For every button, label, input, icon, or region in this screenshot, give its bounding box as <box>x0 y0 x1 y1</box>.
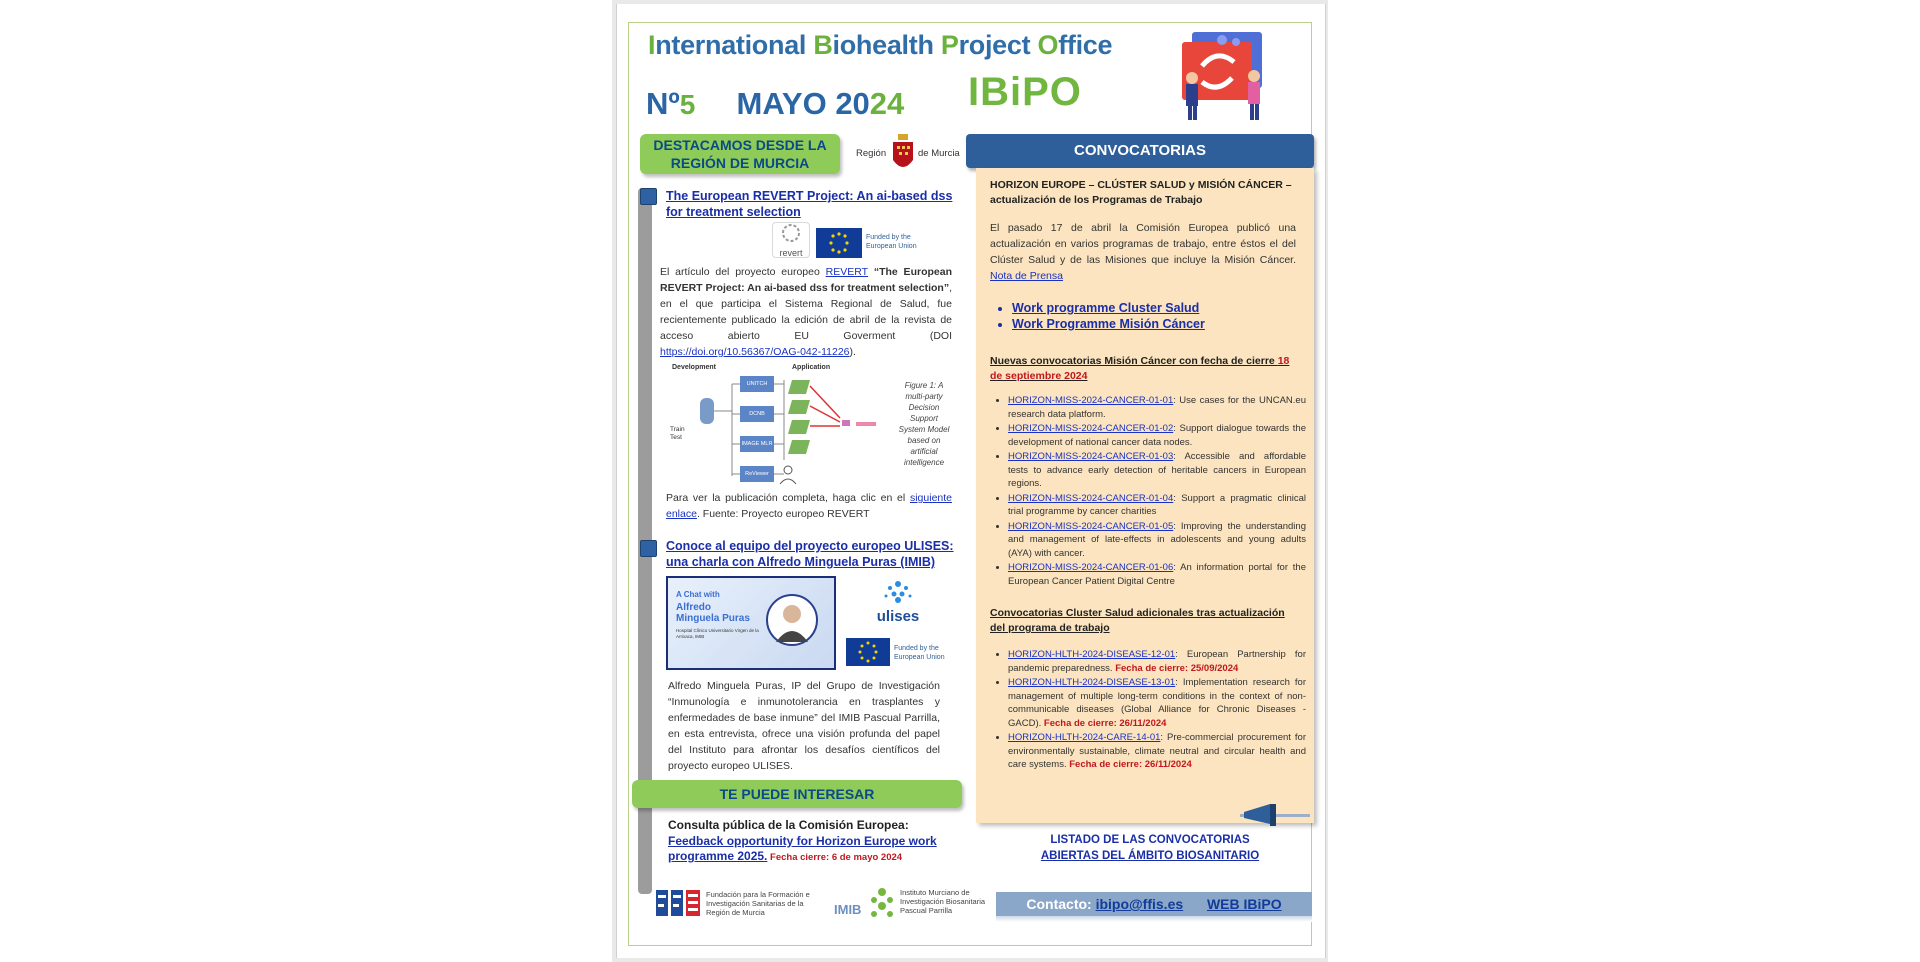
programmes-list <box>990 300 1312 332</box>
eu-flag-icon <box>846 638 890 666</box>
issue-number-label: Nº <box>646 86 680 121</box>
exchange-illustration <box>1172 28 1272 124</box>
programme-item <box>1012 316 1312 332</box>
call-item <box>1008 492 1306 519</box>
call-item <box>1008 450 1306 491</box>
article-revert-body <box>660 264 952 360</box>
speaker-portrait <box>766 594 818 646</box>
figure-caption: Figure 1: A multi-party Decision Support System Model based on artificial intelligence <box>898 381 950 467</box>
cancer-calls-heading <box>990 354 1300 384</box>
press-release-link[interactable]: Nota de Prensa <box>990 270 1063 282</box>
video-caption-name: Alfredo Minguela Puras <box>676 602 750 624</box>
call-code-link[interactable]: HORIZON-MISS-2024-CANCER-01-05 <box>1008 520 1174 532</box>
pin-decoration-icon <box>1240 800 1310 830</box>
revert-body-end: ). <box>849 346 856 358</box>
revert-body-intro: El artículo del proyecto europeo <box>660 266 826 278</box>
issue-line <box>646 86 904 122</box>
ulises-dots-icon <box>868 578 928 604</box>
issue-month: MAYO 20 <box>736 86 870 121</box>
doi-link[interactable]: https://doi.org/10.56367/OAG-042-11226 <box>660 346 850 358</box>
title-part: B <box>813 30 833 60</box>
title-part: P <box>940 30 959 60</box>
call-description: : Pre-commercial procurement for environmentally sustainable, climate neutral and circular health and care systems. <box>1008 732 1306 770</box>
interest-body <box>668 834 958 865</box>
interest-heading: Consulta pública de la Comisión Europea: <box>668 818 909 832</box>
ulises-logo-text: ulises <box>876 608 920 625</box>
figure-box-1: UNITCH <box>740 376 774 392</box>
article-bullet-icon <box>640 188 657 205</box>
health-calls-list <box>994 648 1306 773</box>
revert-body-rest: , en el que participa el Sistema Regional de Salud, fue recientemente publicado la edición de abril de la revista de acceso abierto EU Goverment (DOI <box>660 282 952 342</box>
title-part: nternational <box>655 30 814 60</box>
figure-application-label: Application <box>792 364 831 371</box>
region-logo-right-text: de Murcia <box>918 148 960 159</box>
revert-link[interactable]: REVERT <box>825 266 869 278</box>
open-calls-line1: LISTADO DE LAS CONVOCATORIAS <box>1050 834 1250 846</box>
revert-logo <box>772 222 810 258</box>
imib-logo-letters: IMIB <box>834 902 862 917</box>
call-code-link[interactable]: HORIZON-MISS-2024-CANCER-01-03 <box>1008 451 1174 462</box>
cancer-calls-heading-text: Nuevas convocatorias Misión Cáncer con fecha de cierre <box>990 355 1278 367</box>
programme-mision-cancer-link[interactable]: Work Programme Misión Cáncer <box>1012 317 1205 331</box>
call-description: : European Partnership for pandemic preparedness. <box>1008 649 1306 674</box>
call-item <box>1008 394 1306 421</box>
revert-more-end: . Fuente: Proyecto europeo REVERT <box>696 508 870 520</box>
open-calls-list-link[interactable] <box>1010 832 1290 864</box>
article-ulises-body: Alfredo Minguela Puras, IP del Grupo de Investigación “Inmunología e inmunotolerancia en trasplantes y enfermedades de base inmune” del IMIB Pascual Parrilla, en esta entrevista, ofrece una visión profunda del papel del Instituto para afrontar los desafíos científicos del proyecto europeo ULISES. <box>668 680 940 772</box>
figure-diagram-lines <box>664 362 894 488</box>
revert-more-intro: Para ver la publicación completa, haga clic en el <box>666 492 910 504</box>
call-code-link[interactable]: HORIZON-MISS-2024-CANCER-01-04 <box>1008 492 1174 504</box>
eu-funded-text: Funded by the European Union <box>866 234 917 250</box>
region-logo-left-text: Región <box>856 148 887 159</box>
call-description: : Support a pragmatic clinical trial programme by cancer charities <box>1008 492 1306 517</box>
feedback-opportunity-link[interactable]: Feedback opportunity for Horizon Europe work programme 2025. <box>668 834 937 863</box>
call-deadline: Fecha de cierre: 26/11/2024 <box>1043 717 1167 729</box>
call-code-link[interactable]: HORIZON-HLTH-2024-DISEASE-12-01 <box>1008 649 1176 660</box>
call-code-link[interactable]: HORIZON-MISS-2024-CANCER-01-01 <box>1008 395 1174 406</box>
programme-item <box>1012 300 1312 316</box>
call-item <box>1008 520 1306 561</box>
issue-number: 5 <box>679 89 696 120</box>
eu-flag-icon <box>816 228 862 258</box>
call-item <box>1008 648 1306 675</box>
call-code-link[interactable]: HORIZON-MISS-2024-CANCER-01-02 <box>1008 423 1174 434</box>
highlights-section-tag: DESTACAMOS DESDE LA REGIÓN DE MURCIA <box>640 134 840 174</box>
video-caption-affiliation: Hospital Clínico Universitario Virgen de la Arrixaca, IMIB <box>676 628 759 639</box>
video-caption-line1: A Chat with <box>676 590 720 599</box>
figure-development-label: Development <box>672 364 716 371</box>
contact-email-link[interactable]: ibipo@ffis.es <box>1095 896 1184 912</box>
ffis-mark-icon <box>656 890 702 916</box>
figure-train-test-label: Train Test <box>670 426 685 441</box>
calls-intro-text: El pasado 17 de abril la Comisión Europea publicó una actualización en varios programas de trabajo, entre éstos el del Clúster Salud y de las Misiones que incluye la Misión Cáncer. <box>990 222 1296 266</box>
revert-logo-text: revert <box>779 248 803 258</box>
title-part: ffice <box>1058 30 1113 60</box>
ffis-logo-text: Fundación para la Formación e Investigación Sanitarias de la Región de Murcia <box>706 890 810 917</box>
programme-cluster-salud-link[interactable]: Work programme Cluster Salud <box>1012 301 1200 315</box>
revert-figure <box>664 362 894 488</box>
call-description: : An information portal for the European Cancer Patient Digital Centre <box>1008 562 1306 587</box>
title-part: I <box>648 30 656 60</box>
cancer-calls-list <box>994 394 1306 589</box>
contact-label: Contacto: <box>1026 896 1096 912</box>
calls-section-tag: CONVOCATORIAS <box>966 134 1314 168</box>
contact-bar-shadow <box>996 916 1312 922</box>
article-ulises-title-link[interactable]: Conoce al equipo del proyecto europeo ULISES: una charla con Alfredo Minguela Puras (IMIB) <box>666 539 954 569</box>
region-murcia-logo <box>852 134 960 174</box>
call-deadline: Fecha de cierre: 25/09/2024 <box>1115 662 1239 674</box>
call-description: : Improving the understanding and management of late-effects in adolescents and young adults (AYA) with cancer. <box>1008 520 1306 559</box>
eu-funded-text: Funded by the European Union <box>894 645 945 661</box>
ibipo-logo: IBiPO <box>968 70 1082 114</box>
imib-logo <box>832 886 996 920</box>
imib-logo-text: Instituto Murciano de Investigación Biosanitaria Pascual Parrilla <box>900 888 986 915</box>
ulises-logo <box>868 578 928 625</box>
cancer-calls-date: 18 de septiembre 2024 <box>990 355 1290 382</box>
call-code-link[interactable]: HORIZON-HLTH-2024-DISEASE-13-01 <box>1008 677 1176 688</box>
revert-publication-link[interactable]: siguiente enlace <box>666 492 952 520</box>
interest-deadline: Fecha cierre: 6 de mayo 2024 <box>767 852 903 863</box>
article-revert-more <box>666 490 952 522</box>
article-bullet-icon <box>640 540 657 557</box>
title-part: O <box>1037 30 1059 60</box>
call-item <box>1008 561 1306 588</box>
contact-bar <box>996 892 1312 916</box>
call-code-link[interactable]: HORIZON-MISS-2024-CANCER-01-06 <box>1008 562 1174 573</box>
ibipo-web-link[interactable]: WEB IBiPO <box>1206 896 1282 912</box>
article-revert-title-link[interactable]: The European REVERT Project: An ai-based dss for treatment selection <box>666 189 953 219</box>
figure-box-4: ReViewer <box>740 466 774 482</box>
call-description: : Use cases for the UNCAN.eu research data platform. <box>1008 395 1306 420</box>
figure-box-2: DCNB <box>740 406 774 422</box>
call-description: : Accessible and affordable tests to advance early detection of heritable cancers in European regions. <box>1008 451 1306 489</box>
call-description: : Support dialogue towards the development of national cancer data nodes. <box>1008 423 1306 448</box>
issue-year-end: 24 <box>869 86 905 121</box>
figure-box-3: IMAGE MLR <box>740 436 774 452</box>
imib-molecule-icon <box>868 886 896 920</box>
revert-circle-icon <box>773 223 809 243</box>
calls-heading: HORIZON EUROPE – CLÚSTER SALUD y MISIÓN CÁNCER – actualización de los Programas de Trabajo <box>990 179 1292 206</box>
newsletter-title <box>648 30 1112 61</box>
call-description: : Implementation research for management of multiple long-term conditions in the context of non-communicable diseases (Global Alliance for Chronic Diseases - GACD). <box>1008 677 1306 729</box>
ulises-video-thumbnail[interactable] <box>666 576 836 670</box>
call-code-link[interactable]: HORIZON-HLTH-2024-CARE-14-01 <box>1008 732 1161 743</box>
revert-body-bold: “The European REVERT Project: An ai-based dss for treatment selection” <box>660 266 952 294</box>
health-calls-heading: Convocatorias Cluster Salud adicionales tras actualización del programa de trabajo <box>990 607 1285 634</box>
title-part: iohealth <box>832 30 941 60</box>
calls-intro <box>990 220 1296 284</box>
call-item <box>1008 422 1306 449</box>
ffis-logo <box>656 888 826 918</box>
title-part: roject <box>958 30 1038 60</box>
call-deadline: Fecha de cierre: 26/11/2024 <box>1069 759 1192 770</box>
call-item <box>1008 676 1306 730</box>
open-calls-line2: ABIERTAS DEL ÁMBITO BIOSANITARIO <box>1040 850 1260 862</box>
interest-section-tag: TE PUEDE INTERESAR <box>632 780 962 808</box>
region-coat-of-arms-icon <box>890 134 916 174</box>
call-item <box>1008 731 1306 772</box>
